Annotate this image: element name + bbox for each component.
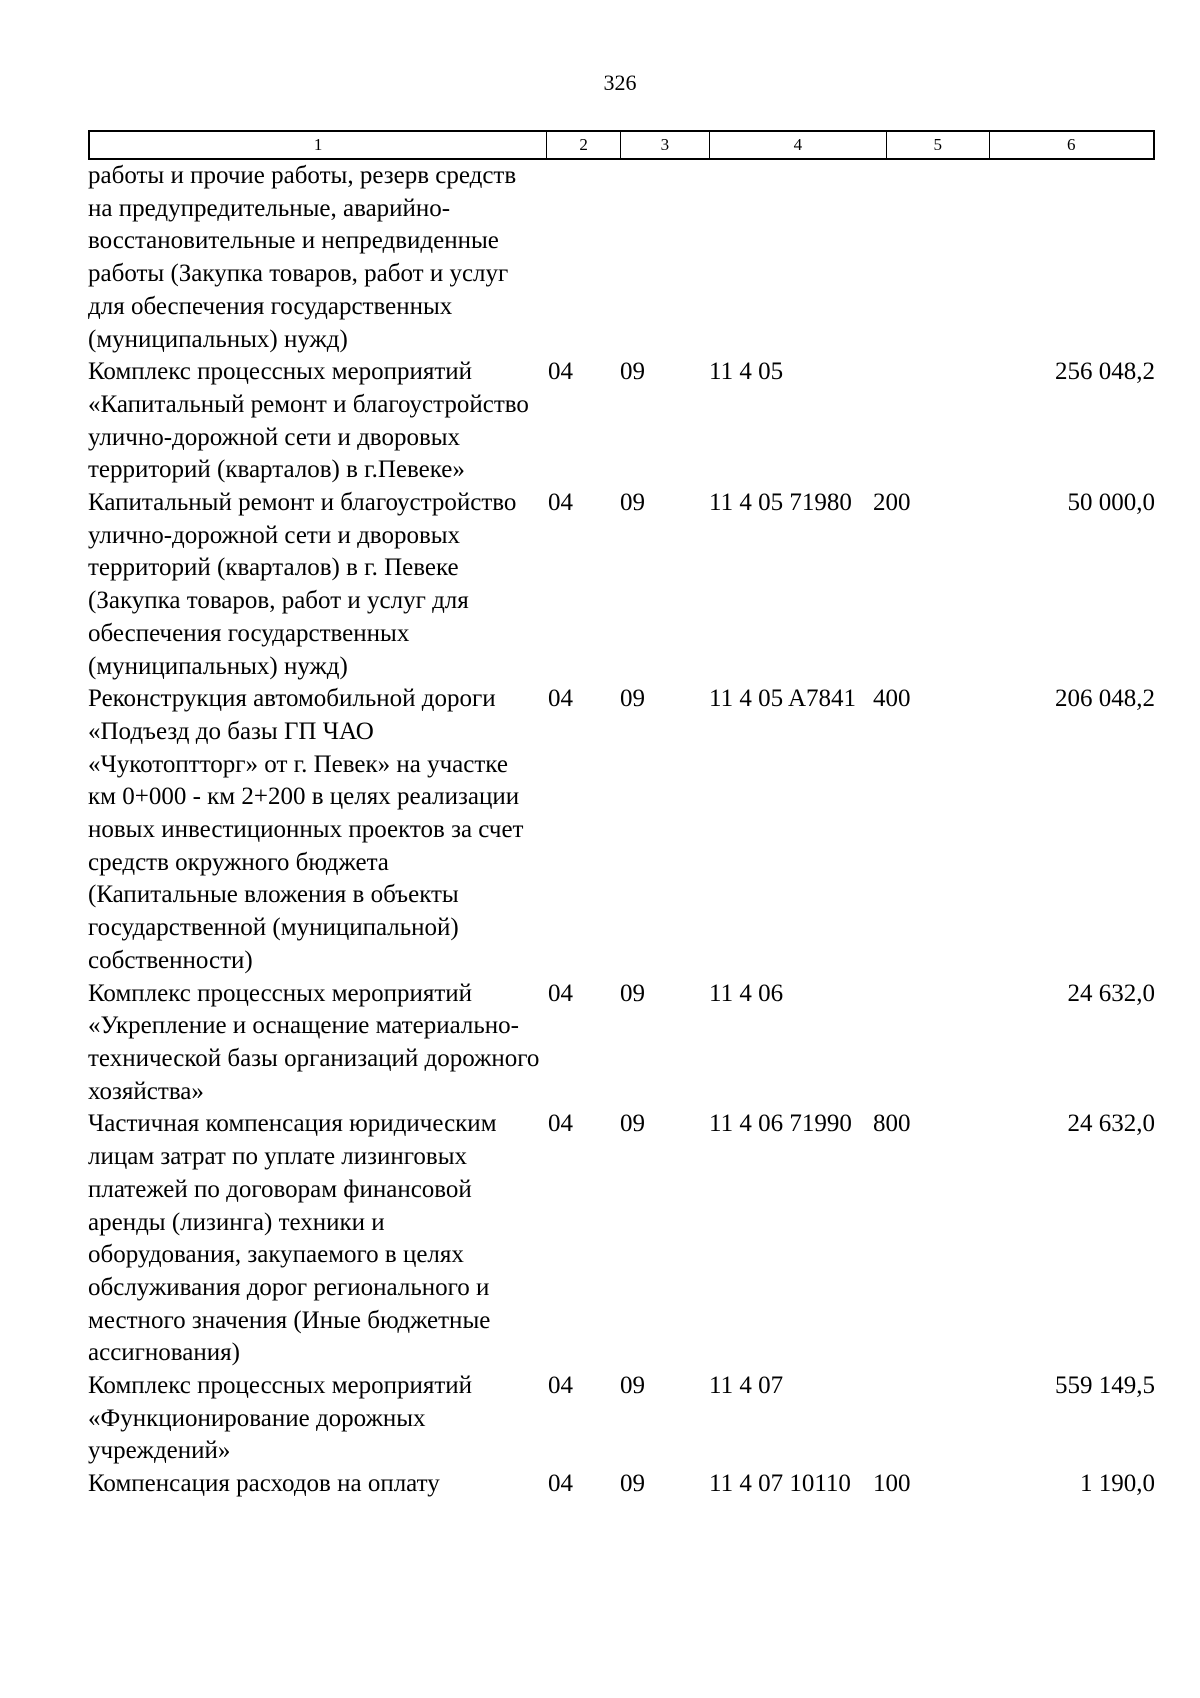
row-section: 04	[548, 1110, 573, 1138]
row-subsection: 09	[620, 979, 645, 1007]
row-target-code: 11 4 07 10110	[709, 1470, 851, 1498]
table-row	[88, 1108, 1155, 1370]
row-expense-type: 200	[873, 489, 911, 517]
row-amount: 559 149,5	[1055, 1372, 1155, 1400]
row-description: работы и прочие работы, резерв средств на предупредительные, аварийно-восстановительные и непредвиденные работы (Закупка товаров, работ и услуг для обеспечения государственных (муниципальных) нужд)	[88, 162, 517, 353]
row-subsection: 09	[620, 358, 645, 386]
row-expense-type	[873, 978, 976, 1109]
page-number: 326	[603, 70, 637, 95]
row-amount: 24 632,0	[1067, 1110, 1155, 1138]
header-col-4: 4	[709, 132, 886, 158]
row-section: 04	[548, 358, 573, 386]
row-expense-type	[873, 160, 976, 356]
row-expense-type: 400	[873, 685, 911, 713]
table-header-row	[88, 130, 1155, 160]
table-row	[88, 356, 1155, 487]
row-subsection: 09	[620, 1110, 645, 1138]
row-description: Комплекс процессных мероприятий «Капитальный ремонт и благоустройство улично-дорожной сети и дворовых территорий (кварталов) в г.Певеке»	[88, 358, 529, 484]
row-target-code: 11 4 06 71990	[709, 1110, 852, 1138]
row-section: 04	[548, 979, 573, 1007]
row-subsection: 09	[620, 1372, 645, 1400]
row-target-code	[709, 160, 887, 356]
row-amount: 50 000,0	[1067, 489, 1155, 517]
header-col-5: 5	[886, 132, 989, 158]
row-expense-type: 100	[873, 1470, 911, 1498]
table-row	[88, 1468, 1155, 1501]
row-amount: 256 048,2	[1055, 358, 1155, 386]
table-row	[88, 683, 1155, 977]
row-section	[546, 160, 620, 356]
table-row	[88, 487, 1155, 683]
header-col-1: 1	[313, 135, 323, 154]
row-expense-type	[873, 1370, 976, 1468]
table-row	[88, 1370, 1155, 1468]
row-expense-type: 800	[873, 1110, 911, 1138]
row-description: Комплекс процессных мероприятий «Функционирование дорожных учреждений»	[88, 1372, 473, 1465]
header-col-6: 6	[989, 132, 1153, 158]
row-amount: 24 632,0	[1067, 979, 1155, 1007]
row-section: 04	[548, 1470, 573, 1498]
row-section: 04	[548, 685, 573, 713]
row-description: Частичная компенсация юридическим лицам затрат по уплате лизинговых платежей по договорам финансовой аренды (лизинга) техники и оборудования, закупаемого в целях обслуживания дорог регионального и местного значения (Иные бюджетные ассигнования)	[88, 1110, 497, 1367]
row-description: Капитальный ремонт и благоустройство улично-дорожной сети и дворовых территорий (кварталов) в г. Певеке (Закупка товаров, работ и услуг для обеспечения государственных (муниципальных) нужд)	[88, 489, 517, 680]
row-expense-type	[873, 356, 976, 487]
row-section: 04	[548, 489, 573, 517]
row-subsection: 09	[620, 685, 645, 713]
row-description: Реконструкция автомобильной дороги «Подъезд до базы ГП ЧАО «Чукотоптторг» от г. Певек» на участке км 0+000 - км 2+200 в целях реализации новых инвестиционных проектов за счет средств окружного бюджета (Капитальные вложения в объекты государственной (муниципальной) собственности)	[88, 685, 524, 974]
row-target-code: 11 4 06	[709, 979, 784, 1007]
row-description: Комплекс процессных мероприятий «Укрепление и оснащение материально-технической базы организаций дорожного хозяйства»	[88, 979, 540, 1105]
row-target-code: 11 4 07	[709, 1372, 784, 1400]
row-section: 04	[548, 1372, 573, 1400]
row-target-code: 11 4 05 71980	[709, 489, 852, 517]
row-amount: 1 190,0	[1080, 1470, 1155, 1498]
header-col-3: 3	[620, 132, 709, 158]
table-row	[88, 978, 1155, 1109]
row-description: Компенсация расходов на оплату	[88, 1470, 440, 1498]
row-subsection: 09	[620, 489, 645, 517]
row-subsection	[620, 160, 709, 356]
row-amount	[976, 160, 1155, 356]
row-target-code: 11 4 05	[709, 358, 784, 386]
row-target-code: 11 4 05 A7841	[709, 685, 856, 713]
header-col-2: 2	[546, 132, 620, 158]
table-row	[88, 160, 1155, 356]
table-body	[88, 160, 1155, 1501]
row-subsection: 09	[620, 1470, 645, 1498]
row-amount: 206 048,2	[1055, 685, 1155, 713]
